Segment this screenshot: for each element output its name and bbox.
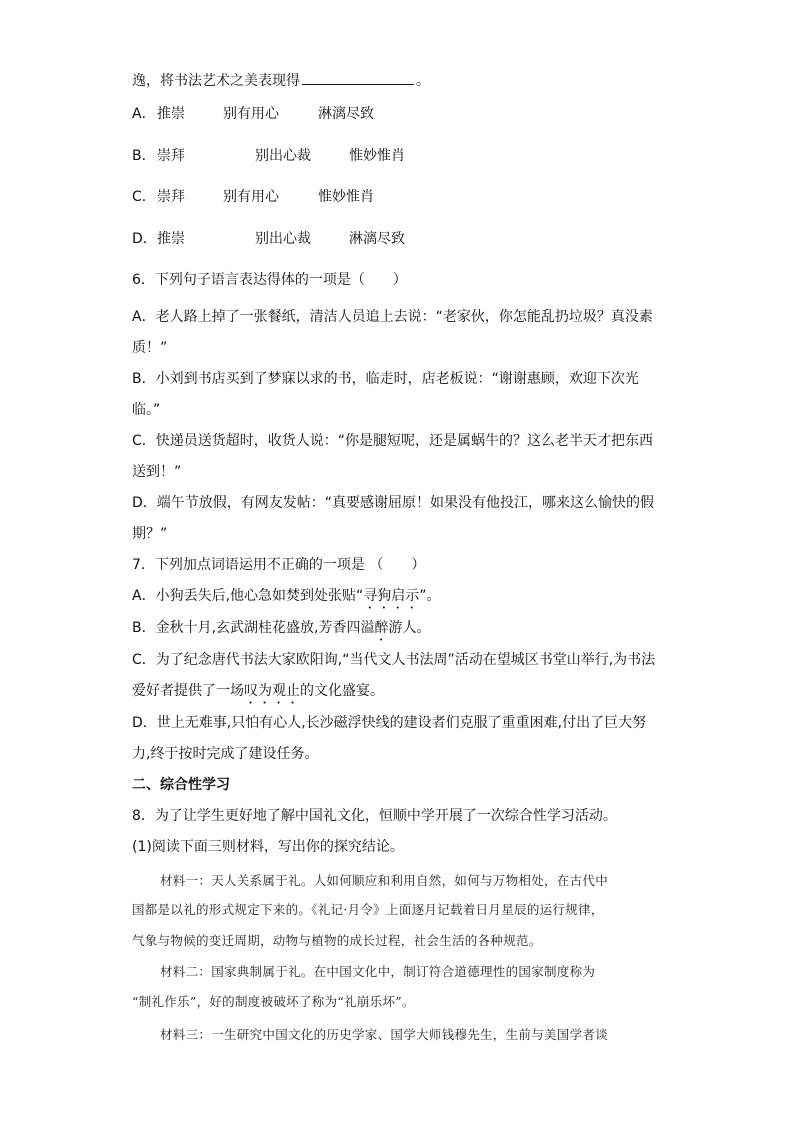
q6-option-a-cont: 质！” (132, 340, 168, 356)
option-word-1: 推崇 (157, 106, 185, 122)
option-letter: D． (132, 231, 157, 247)
text: 爱好者提供了一场 (132, 683, 244, 699)
option-word-2: 别出心裁 (255, 231, 311, 247)
q6-option-a[interactable]: A．老人路上掉了一张餐纸，清洁人员追上去说：“老家伙，你怎能乱扔垃圾？真没素 (132, 309, 653, 325)
material-2-line-2: “制礼作乐”，好的制度被破坏了称为“礼崩乐坏”。 (132, 994, 415, 1009)
dotted-word: 叹为观止 (244, 683, 300, 699)
q6-option-c-cont: 送到！” (132, 464, 182, 480)
q8-stem: 8．为了让学生更好地了解中国礼文化，恒顺中学开展了一次综合性学习活动。 (132, 808, 617, 824)
option-word-3: 惟妙惟肖 (318, 189, 374, 205)
q7-option-c[interactable]: C．为了纪念唐代书法大家欧阳询,“当代文人书法周”活动在望城区书堂山举行,为书法 (132, 652, 656, 668)
text: B．金秋十月,玄武湖桂花盛放,芳香四溢 (132, 620, 375, 636)
option-word-1: 崇拜 (157, 148, 185, 164)
text: ”。 (419, 588, 441, 604)
q8-sub-question: (1)阅读下面三则材料，写出你的探究结论。 (132, 839, 404, 855)
option-word-1: 崇拜 (157, 189, 185, 205)
q7-option-d[interactable]: D．世上无难事,只怕有心人,长沙磁浮快线的建设者们克服了重重困难,付出了巨大努 (132, 715, 647, 731)
q5-stem-text: 逸，将书法艺术之美表现得 (132, 73, 300, 89)
option-word-1: 推崇 (157, 231, 185, 247)
q6-option-b[interactable]: B．小刘到书店买到了梦寐以求的书，临走时，店老板说：“谢谢惠顾，欢迎下次光 (132, 371, 639, 387)
q6-option-b-cont: 临。” (132, 402, 161, 418)
q7-stem: 7．下列加点词语运用不正确的一项是 （ ） (132, 557, 426, 573)
material-1-line-3: 气象与物候的变迁周期，动物与植物的成长过程，社会生活的各种规范。 (132, 933, 542, 948)
material-1-line-1: 材料一：天人关系属于礼。人如何顺应和利用自然，如何与万物相处，在古代中 (160, 873, 609, 888)
option-word-2: 别有用心 (223, 189, 279, 205)
q7-option-c-cont (132, 681, 384, 707)
option-word-2: 别有用心 (223, 106, 279, 122)
q5-stem-end: 。 (416, 73, 430, 89)
option-word-3: 淋漓尽致 (318, 106, 374, 122)
material-2-line-1: 材料二：国家典制属于礼。在中国文化中，制订符合道德理性的国家制度称为 (160, 964, 596, 979)
text: 游人。 (388, 620, 431, 636)
dotted-word: 寻狗启示 (363, 588, 420, 604)
q6-option-c[interactable]: C．快递员送货超时，收货人说：“你是腿短呢，还是属蜗牛的？这么老半天才把东西 (132, 433, 654, 449)
option-word-3: 惟妙惟肖 (349, 148, 405, 164)
q7-option-b[interactable] (132, 618, 431, 644)
option-word-3: 淋漓尽致 (349, 231, 405, 247)
dotted-word: 醉 (374, 620, 389, 636)
q6-option-d-cont: 期？” (132, 526, 168, 542)
answer-blank[interactable] (302, 70, 414, 85)
q7-option-a[interactable] (132, 586, 441, 612)
q6-stem: 6．下列句子语言表达得体的一项是（ ） (132, 272, 407, 288)
option-word-2: 别出心裁 (255, 148, 311, 164)
q7-option-d-cont: 力,终于按时完成了建设任务。 (132, 746, 319, 762)
q5-stem-tail (132, 70, 430, 91)
option-letter: C． (132, 189, 156, 205)
q6-option-d[interactable]: D．端午节放假，有网友发帖：“真要感谢屈原！如果没有他投江，哪来这么愉快的假 (132, 495, 655, 511)
material-1-line-2: 国都是以礼的形式规定下来的。《礼记·月令》上面逐月记载着日月星辰的运行规律， (132, 902, 604, 917)
material-3-line-1: 材料三：一生研究中国文化的历史学家、国学大师钱穆先生，生前与美国学者谈 (160, 1027, 609, 1042)
text: 的文化盛宴。 (300, 683, 384, 699)
text: A．小狗丢失后,他心急如焚到处张贴“ (132, 588, 364, 604)
option-letter: B． (132, 148, 156, 164)
option-letter: A． (132, 106, 156, 122)
section-heading: 二、综合性学习 (132, 777, 230, 793)
